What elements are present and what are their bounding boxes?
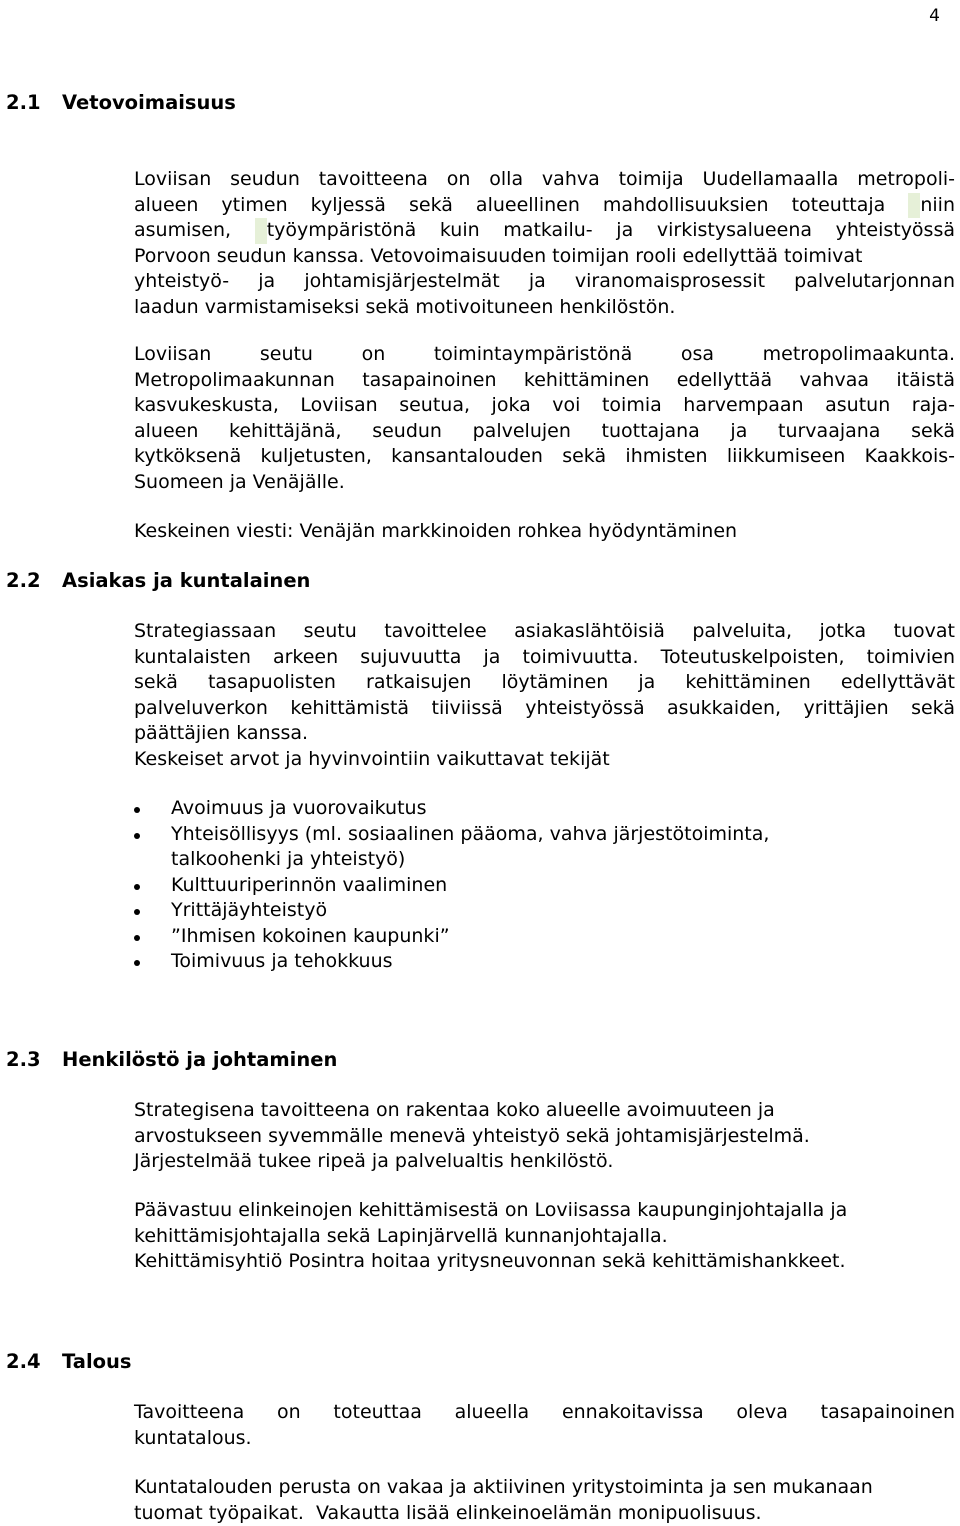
text-line: Keskeiset arvot ja hyvinvointiin vaikuttavat tekijät (134, 747, 610, 770)
text-line: Loviisan seudun tavoitteena on olla vahva toimija Uudellamaalla metropoli- (134, 168, 955, 190)
text-line: yhteistyö- ja johtamisjärjestelmät ja viranomaisprosessit palvelutarjonnan (134, 270, 955, 292)
section-number-2-2: 2.2 (6, 569, 41, 592)
paragraph-vetovoima-2 (134, 342, 955, 495)
text-line: päättäjien kanssa. (134, 722, 309, 744)
text-line: Metropolimaakunnan tasapainoinen kehittäminen edellyttää vahvaa itäistä (134, 368, 955, 391)
key-message (134, 519, 955, 545)
text-line: Loviisan seutu on toimintaympäristönä osa metropolimaakunta. (134, 343, 955, 365)
list-item: Avoimuus ja vuorovaikutus (134, 796, 914, 822)
list-item: ”Ihmisen kokoinen kaupunki” (134, 924, 914, 950)
paragraph-henkilosto-1 (134, 1098, 955, 1175)
text-line: laadun varmistamiseksi sekä motivoituneen henkilöstön. (134, 295, 676, 318)
paragraph-vetovoima-1 (134, 167, 955, 320)
text-line: alueen ytimen kyljessä sekä alueellinen mahdollisuuksien toteuttaja niin (134, 193, 955, 219)
section-title-henkilosto: Henkilöstö ja johtaminen (62, 1048, 338, 1071)
bullet-icon (134, 833, 140, 839)
page-number: 4 (929, 6, 940, 26)
section-number-2-3: 2.3 (6, 1048, 41, 1071)
text-line: Järjestelmää tukee ripeä ja palvelualtis henkilöstö. (134, 1150, 614, 1172)
bullet-icon (134, 909, 140, 915)
text-line: Päävastuu elinkeinojen kehittämisestä on Loviisassa kaupunginjohtajalla ja (134, 1199, 848, 1221)
section-number-2-1: 2.1 (6, 91, 41, 114)
text-line: palveluverkon kehittämistä tiiviissä yhteistyössä asukkaiden, yrittäjien sekä (134, 696, 955, 719)
paragraph-asiakas-1 (134, 619, 955, 772)
text-line: kytköksenä kuljetusten, kansantalouden sekä ihmisten liikkumiseen Kaakkois- (134, 445, 955, 467)
section-title-vetovoimaisuus: Vetovoimaisuus (62, 91, 236, 114)
list-item: Kulttuuriperinnön vaaliminen (134, 873, 914, 899)
section-title-talous: Talous (62, 1350, 132, 1373)
paragraph-talous-1 (134, 1400, 955, 1451)
text-line: Porvoon seudun kanssa. Vetovoimaisuuden toimijan rooli edellyttää toimivat (134, 244, 863, 267)
bullet-icon (134, 960, 140, 966)
list-item: Yhteisöllisyys (ml. sosiaalinen pääoma, vahva järjestötoiminta, talkoohenki ja yhteistyö) (134, 822, 914, 873)
text-line: alueen kehittäjänä, seudun palvelujen tuottajana ja turvaajana sekä (134, 419, 955, 442)
text-line: kuntatalous. (134, 1426, 252, 1449)
text-line: Kuntatalouden perusta on vakaa ja aktiivinen yritystoiminta ja sen mukanaan (134, 1476, 873, 1498)
text-line: Strategiassaan seutu tavoittelee asiakaslähtöisiä palveluita, jotka tuovat (134, 620, 955, 642)
list-item: Yrittäjäyhteistyö (134, 898, 914, 924)
key-message-text: Keskeinen viesti: Venäjän markkinoiden rohkea hyödyntäminen (134, 520, 738, 542)
text-line: Strategisena tavoitteena on rakentaa koko alueelle avoimuuteen ja (134, 1099, 775, 1121)
text-line: Tavoitteena on toteuttaa alueella ennakoitavissa oleva tasapainoinen (134, 1401, 955, 1423)
paragraph-henkilosto-2 (134, 1198, 955, 1275)
text-line: kehittämisjohtajalla sekä Lapinjärvellä kunnanjohtajalla. (134, 1224, 668, 1247)
text-line: kuntalaisten arkeen sujuvuutta ja toimivuutta. Toteutuskelpoisten, toimivien (134, 645, 955, 668)
section-number-2-4: 2.4 (6, 1350, 41, 1373)
text-line: arvostukseen syvemmälle menevä yhteistyö sekä johtamisjärjestelmä. (134, 1124, 810, 1147)
bullet-icon (134, 884, 140, 890)
text-line: Suomeen ja Venäjälle. (134, 470, 345, 493)
list-item: Toimivuus ja tehokkuus (134, 949, 914, 975)
paragraph-talous-2 (134, 1475, 955, 1526)
text-line: kasvukeskusta, Loviisan seutua, joka voi toimia harvempaan asutun raja- (134, 394, 955, 416)
text-line: Kehittämisyhtiö Posintra hoitaa yritysneuvonnan sekä kehittämishankkeet. (134, 1250, 846, 1272)
values-list (134, 796, 914, 975)
highlight-mark (908, 193, 920, 219)
text-line: tuomat työpaikat. Vakautta lisää elinkeinoelämän monipuolisuus. (134, 1501, 762, 1524)
bullet-icon (134, 807, 140, 813)
text-line: asumisen, työympäristönä kuin matkailu- ja virkistysalueena yhteistyössä (134, 218, 955, 244)
bullet-icon (134, 935, 140, 941)
section-title-asiakas: Asiakas ja kuntalainen (62, 569, 311, 592)
highlight-mark (255, 218, 267, 244)
text-line: sekä tasapuolisten ratkaisujen löytäminen ja kehittäminen edellyttävät (134, 671, 955, 693)
